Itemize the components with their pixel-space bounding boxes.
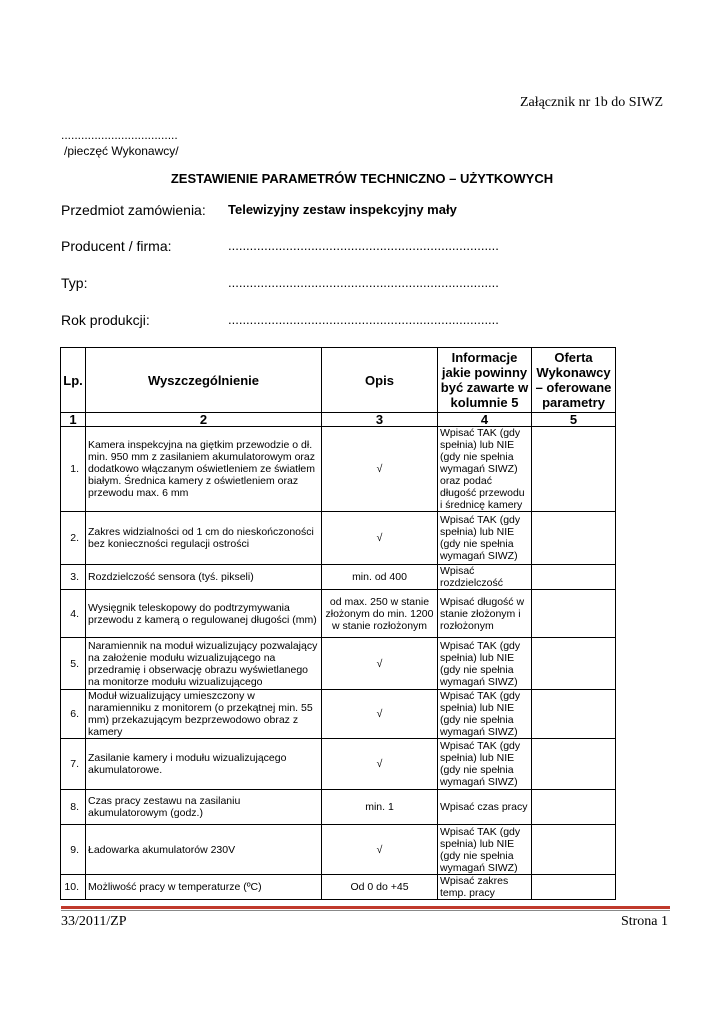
row-spec: Możliwość pracy w temperaturze (ºC): [86, 875, 322, 900]
field-value-producer[interactable]: ...........................................................................: [228, 238, 499, 253]
row-lp: 5.: [61, 638, 86, 690]
row-spec: Naramiennik na moduł wizualizujący pozwalający na założenie modułu wizualizującego na przedramię i obserwację obrazu wyświetlanego na monitorze modułu wizualizującego: [86, 638, 322, 690]
row-lp: 1.: [61, 427, 86, 512]
field-label-producer: Producent / firma:: [61, 238, 172, 254]
row-lp: 2.: [61, 512, 86, 565]
row-opis: od max. 250 w stanie złożonym do min. 1200 w stanie rozłożonym: [322, 590, 438, 638]
row-spec: Kamera inspekcyjna na giętkim przewodzie o dł. min. 950 mm z zasilaniem akumulatorowym oraz dodatkowo włączanym oświetleniem ze światłem białym. Średnica kamery z oświetleniem oraz przewodu max. 6 mm: [86, 427, 322, 512]
document-title: ZESTAWIENIE PARAMETRÓW TECHNICZNO – UŻYTKOWYCH: [170, 171, 554, 186]
row-opis: √: [322, 427, 438, 512]
row-opis: √: [322, 638, 438, 690]
row-offer-cell[interactable]: [532, 739, 616, 790]
row-spec: Ładowarka akumulatorów 230V: [86, 825, 322, 875]
row-lp: 10.: [61, 875, 86, 900]
footer-divider-thin: [61, 910, 670, 911]
field-label-year: Rok produkcji:: [61, 312, 150, 328]
row-offer-cell[interactable]: [532, 512, 616, 565]
row-info: Wpisać TAK (gdy spełnia) lub NIE (gdy nie spełnia wymagań SIWZ) oraz podać długość przewodu i średnicę kamery: [438, 427, 532, 512]
field-value-year[interactable]: ...........................................................................: [228, 312, 499, 327]
row-opis: √: [322, 739, 438, 790]
row-info: Wpisać zakres temp. pracy: [438, 875, 532, 900]
row-opis: min. 1: [322, 790, 438, 825]
row-opis: √: [322, 825, 438, 875]
header-opis: Opis: [322, 348, 438, 413]
field-value-subject: Telewizyjny zestaw inspekcyjny mały: [228, 202, 457, 217]
column-number: 5: [532, 413, 616, 427]
header-info: Informacje jakie powinny być zawarte w kolumnie 5: [438, 348, 532, 413]
row-offer-cell[interactable]: [532, 690, 616, 739]
row-lp: 6.: [61, 690, 86, 739]
row-spec: Rozdzielczość sensora (tyś. pikseli): [86, 565, 322, 590]
header-lp: Lp.: [61, 348, 86, 413]
table-header-row: [61, 348, 616, 413]
row-offer-cell[interactable]: [532, 790, 616, 825]
table-row: [61, 638, 616, 690]
row-offer-cell[interactable]: [532, 565, 616, 590]
row-opis: min. od 400: [322, 565, 438, 590]
table-row: [61, 739, 616, 790]
row-info: Wpisać TAK (gdy spełnia) lub NIE (gdy nie spełnia wymagań SIWZ): [438, 825, 532, 875]
row-opis: √: [322, 690, 438, 739]
row-info: Wpisać TAK (gdy spełnia) lub NIE (gdy nie spełnia wymagań SIWZ): [438, 638, 532, 690]
table-row: [61, 427, 616, 512]
stamp-label: /pieczęć Wykonawcy/: [64, 144, 179, 158]
header-spec: Wyszczególnienie: [86, 348, 322, 413]
row-lp: 8.: [61, 790, 86, 825]
table-row: [61, 690, 616, 739]
header-offer: Oferta Wykonawcy – oferowane parametry: [532, 348, 616, 413]
row-offer-cell[interactable]: [532, 825, 616, 875]
row-offer-cell[interactable]: [532, 875, 616, 900]
row-spec: Moduł wizualizujący umieszczony w naramienniku z monitorem (o przekątnej min. 55 mm) przekazującym bezprzewodowo obraz z kamery: [86, 690, 322, 739]
column-number: 2: [86, 413, 322, 427]
stamp-dots: ...................................: [61, 128, 178, 142]
table-row: [61, 875, 616, 900]
row-info: Wpisać TAK (gdy spełnia) lub NIE (gdy nie spełnia wymagań SIWZ): [438, 690, 532, 739]
row-spec: Zakres widzialności od 1 cm do nieskończoności bez konieczności regulacji ostrości: [86, 512, 322, 565]
row-lp: 7.: [61, 739, 86, 790]
row-info: Wpisać TAK (gdy spełnia) lub NIE (gdy nie spełnia wymagań SIWZ): [438, 512, 532, 565]
row-offer-cell[interactable]: [532, 427, 616, 512]
row-info: Wpisać TAK (gdy spełnia) lub NIE (gdy nie spełnia wymagań SIWZ): [438, 739, 532, 790]
annex-label: Załącznik nr 1b do SIWZ: [519, 95, 663, 110]
table-row: [61, 825, 616, 875]
row-info: Wpisać długość w stanie złożonym i rozłożonym: [438, 590, 532, 638]
row-lp: 4.: [61, 590, 86, 638]
parameters-table: [60, 347, 616, 900]
row-opis: Od 0 do +45: [322, 875, 438, 900]
field-label-subject: Przedmiot zamówienia:: [61, 202, 206, 218]
row-offer-cell[interactable]: [532, 638, 616, 690]
table-row: [61, 565, 616, 590]
row-info: Wpisać czas pracy: [438, 790, 532, 825]
row-spec: Czas pracy zestawu na zasilaniu akumulatorowym (godz.): [86, 790, 322, 825]
table-row: [61, 790, 616, 825]
column-number: 1: [61, 413, 86, 427]
row-opis: √: [322, 512, 438, 565]
field-label-type: Typ:: [61, 275, 88, 291]
document-number: 33/2011/ZP: [61, 914, 127, 929]
row-lp: 9.: [61, 825, 86, 875]
column-number: 4: [438, 413, 532, 427]
page-number: Strona 1: [620, 914, 668, 929]
column-number: 3: [322, 413, 438, 427]
table-row: [61, 512, 616, 565]
column-numbers-row: [61, 413, 616, 427]
row-info: Wpisać rozdzielczość: [438, 565, 532, 590]
row-spec: Wysięgnik teleskopowy do podtrzymywania przewodu z kamerą o regulowanej długości (mm): [86, 590, 322, 638]
row-lp: 3.: [61, 565, 86, 590]
field-value-type[interactable]: ...........................................................................: [228, 275, 499, 290]
table-row: [61, 590, 616, 638]
row-offer-cell[interactable]: [532, 590, 616, 638]
row-spec: Zasilanie kamery i modułu wizualizującego akumulatorowe.: [86, 739, 322, 790]
footer-divider: [61, 906, 670, 909]
